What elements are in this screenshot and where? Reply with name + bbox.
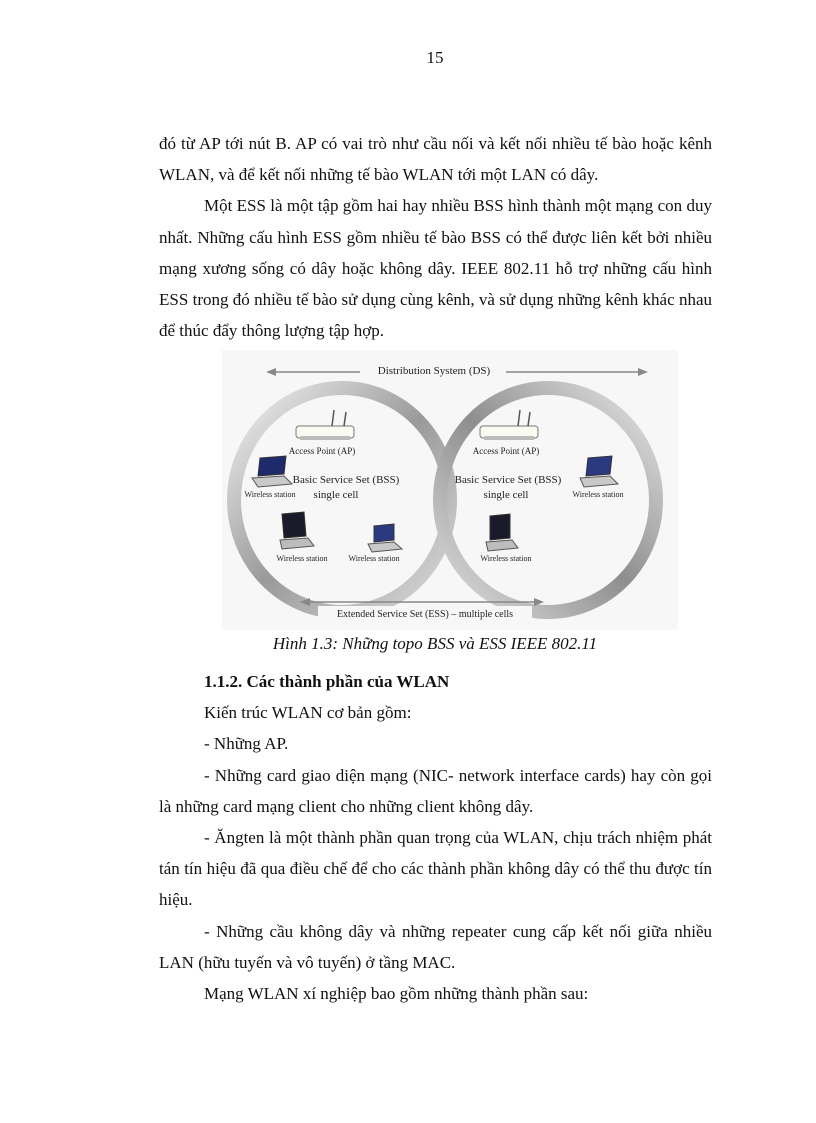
ess-label: Extended Service Set (ESS) – multiple cells xyxy=(336,609,514,620)
station-label-left-3: Wireless station xyxy=(348,554,400,563)
station-label-left-2: Wireless station xyxy=(276,554,328,563)
station-label-right-2: Wireless station xyxy=(572,490,624,499)
station-label-right-1: Wireless station xyxy=(480,554,532,563)
station-label-left-1: Wireless station xyxy=(244,490,296,499)
figure-caption: Hình 1.3: Những topo BSS và ESS IEEE 802.11 xyxy=(272,634,598,653)
single-cell-label-left: single cell xyxy=(313,489,359,501)
list-item-nic: - Những card giao diện mạng (NIC- network interface cards) hay còn gọi là những card mạng client cho những client không dây. xyxy=(159,765,712,816)
paragraph-top: đó từ AP tới nút B. AP có vai trò như cầu nối và kết nối nhiều tế bào hoặc kênh WLAN, và để kết nối những tế bào WLAN tới một LAN có dây. xyxy=(159,134,712,185)
list-item-ap: - Những AP. xyxy=(204,734,289,754)
list-item-antenna: - Ăngten là một thành phần quan trọng của WLAN, chịu trách nhiệm phát tán tín hiệu đã qua điều chế để cho các thành phần không dây có thể thu được tín hiệu. xyxy=(159,828,712,910)
body-text-bottom xyxy=(159,666,712,1009)
single-cell-label-right: single cell xyxy=(483,489,529,501)
list-item-bridges: - Những cầu không dây và những repeater cung cấp kết nối giữa nhiều LAN (hữu tuyến và vô tuyến) ở tầng MAC. xyxy=(159,921,712,972)
ds-label: Distribution System (DS) xyxy=(377,365,491,377)
page-number: 15 xyxy=(426,48,444,67)
intro-line: Kiến trúc WLAN cơ bản gồm: xyxy=(204,703,412,723)
ap-label-right: Access Point (AP) xyxy=(472,446,540,456)
closing-line: Mạng WLAN xí nghiệp bao gồm những thành phần sau: xyxy=(204,984,589,1004)
ap-label-left: Access Point (AP) xyxy=(288,446,356,456)
bss-ess-diagram xyxy=(222,350,678,630)
bss-ess-figure xyxy=(222,350,678,630)
body-text-top xyxy=(159,128,712,346)
paragraph-ess: Một ESS là một tập gồm hai hay nhiều BSS hình thành một mạng con duy nhất. Những cấu hình ESS gồm nhiều tế bào BSS có thể được liên kết bởi nhiều mạng xương sống có dây hoặc không dây. IEEE 802.11 hỗ trợ những cấu hình ESS trong đó nhiều tế bào sử dụng cùng kênh, và sử dụng những kênh khác nhau để thúc đẩy thông lượng tập hợp. xyxy=(159,196,712,341)
bss-label-left: Basic Service Set (BSS) xyxy=(292,474,400,486)
section-heading: 1.1.2. Các thành phần của WLAN xyxy=(204,672,450,691)
bss-label-right: Basic Service Set (BSS) xyxy=(454,474,562,486)
